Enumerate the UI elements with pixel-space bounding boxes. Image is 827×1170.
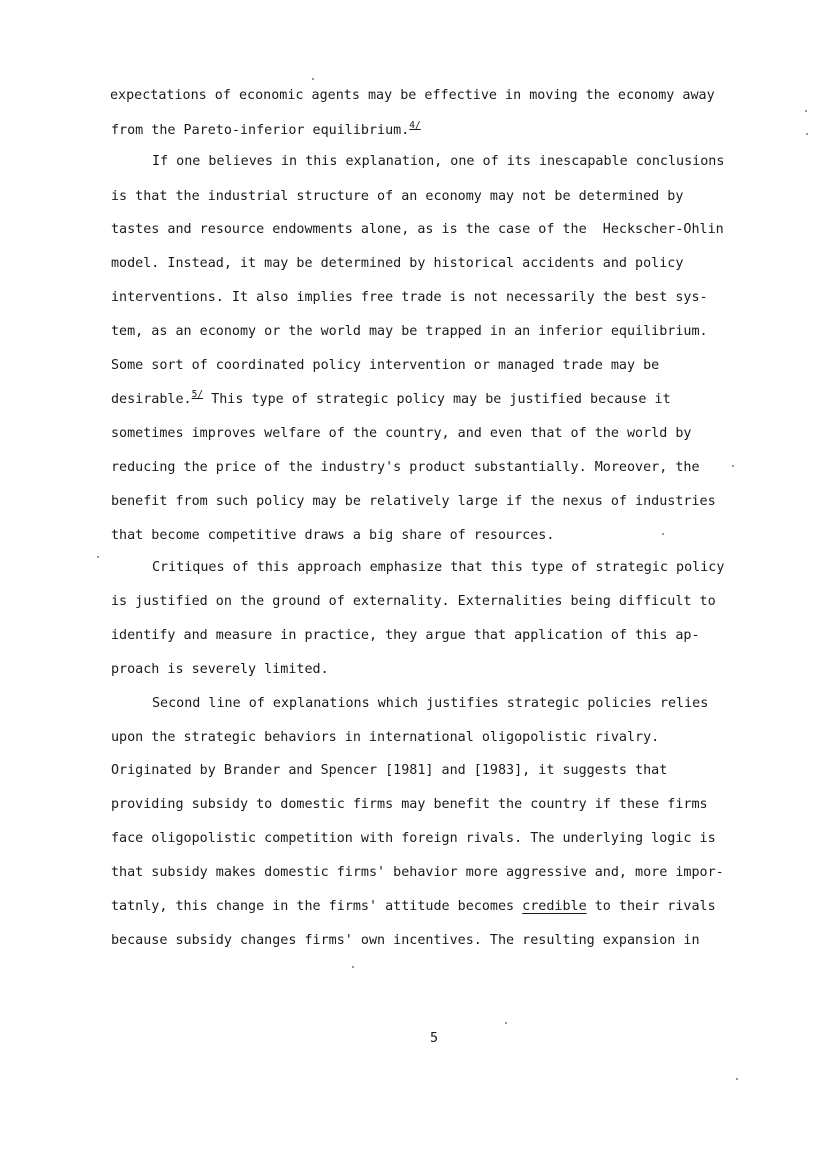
text-line: expectations of economic agents may be effective in moving the economy away (110, 88, 715, 103)
page-number: 5 (430, 1031, 439, 1046)
text-segment: tatnly, this change in the firms' attitude becomes (111, 899, 523, 914)
scan-speck (805, 110, 807, 112)
text-segment: to their rivals (586, 899, 716, 914)
text-line (111, 899, 716, 915)
text-line: because subsidy changes firms' own incentives. The resulting expansion in (111, 933, 700, 948)
text-line: is that the industrial structure of an economy may not be determined by (111, 189, 684, 204)
text-line: Critiques of this approach emphasize that this type of strategic policy (152, 560, 725, 575)
scan-speck (806, 133, 808, 135)
text-line: upon the strategic behaviors in international oligopolistic rivalry. (111, 730, 660, 745)
scan-speck (732, 465, 734, 467)
text-line: providing subsidy to domestic firms may benefit the country if these firms (111, 797, 708, 812)
scan-speck (312, 78, 314, 80)
scan-speck (352, 966, 354, 968)
text-line: is justified on the ground of externality. Externalities being difficult to (111, 594, 716, 609)
scan-speck (97, 556, 99, 558)
text-line: tem, as an economy or the world may be trapped in an inferior equilibrium. (111, 324, 708, 339)
text-line: face oligopolistic competition with foreign rivals. The underlying logic is (111, 831, 716, 846)
text-line: If one believes in this explanation, one of its inescapable conclusions (152, 154, 725, 169)
footnote-marker-4: 4/ (409, 120, 421, 131)
text-line (111, 120, 421, 139)
text-line: that subsidy makes domestic firms' behavior more aggressive and, more impor- (111, 865, 724, 880)
text-line: benefit from such policy may be relatively large if the nexus of industries (111, 494, 716, 509)
text-segment: This type of strategic policy may be justified because it (203, 392, 671, 407)
text-segment: from the Pareto-inferior equilibrium. (111, 123, 410, 138)
scan-speck (662, 533, 664, 535)
text-line: Second line of explanations which justifies strategic policies relies (152, 696, 709, 711)
text-line: model. Instead, it may be determined by historical accidents and policy (111, 256, 684, 271)
text-line: Some sort of coordinated policy intervention or managed trade may be (111, 358, 660, 373)
text-line: Originated by Brander and Spencer [1981] and [1983], it suggests that (111, 763, 668, 778)
text-line: that become competitive draws a big share of resources. (111, 528, 555, 543)
scan-speck (505, 1022, 507, 1024)
text-line: reducing the price of the industry's product substantially. Moreover, the (111, 460, 700, 475)
text-line (111, 389, 671, 408)
text-line: interventions. It also implies free trade is not necessarily the best sys- (111, 290, 708, 305)
text-line: proach is severely limited. (111, 662, 329, 677)
text-segment: desirable. (111, 392, 192, 407)
text-line: identify and measure in practice, they argue that application of this ap- (111, 628, 700, 643)
footnote-marker-5: 5/ (191, 389, 204, 400)
scan-speck (736, 1078, 738, 1080)
text-line: sometimes improves welfare of the country, and even that of the world by (111, 426, 692, 441)
underlined-word: credible (522, 899, 587, 914)
text-line: tastes and resource endowments alone, as is the case of the Heckscher-Ohlin (111, 222, 724, 237)
